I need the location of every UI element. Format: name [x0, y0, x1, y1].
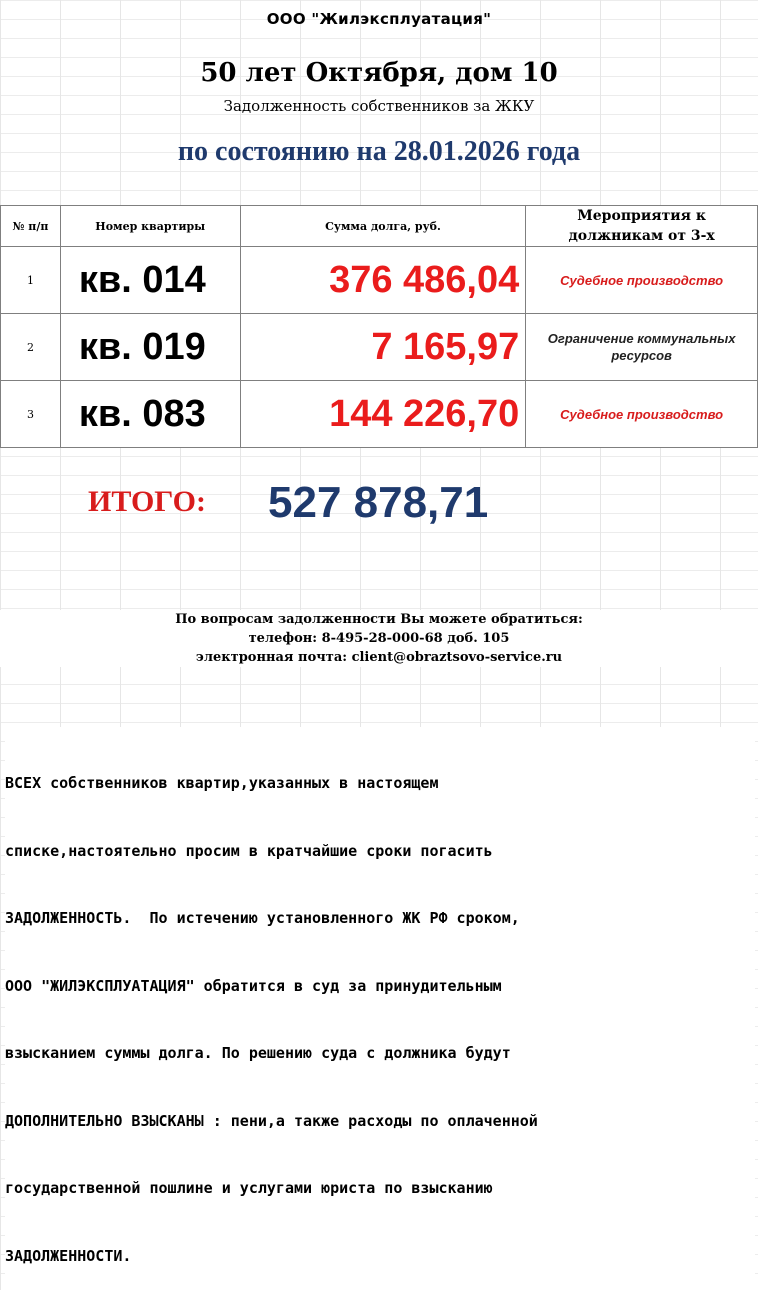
row-number: 3 — [1, 381, 61, 448]
table-row — [1, 381, 758, 448]
as-of-date: по состоянию на 28.01.2026 года — [177, 136, 581, 167]
apartment-number: кв. 083 — [60, 381, 240, 448]
row-number: 2 — [1, 314, 61, 381]
debt-amount: 144 226,70 — [240, 381, 526, 448]
column-header-apartment: Номер квартиры — [60, 206, 240, 247]
column-header-actions-line2: должникам от 3-х — [568, 228, 715, 244]
building-address: 50 лет Октября, дом 10 — [200, 58, 558, 88]
column-header-actions-line1: Мероприятия к — [577, 208, 706, 224]
debt-action: Судебное производство — [526, 247, 758, 314]
debt-action-line2: ресурсов — [611, 348, 672, 363]
debt-notice — [5, 727, 755, 1290]
debt-action-line1: Ограничение коммунальных — [547, 331, 736, 346]
apartment-number: кв. 019 — [60, 314, 240, 381]
apartment-number: кв. 014 — [60, 247, 240, 314]
table-row — [1, 314, 758, 381]
organization-name: ООО "Жилэксплуатация" — [266, 10, 492, 28]
notice-line: ООО "ЖИЛЭКСПЛУАТАЦИЯ" обратится в суд за принудительным — [5, 976, 502, 995]
notice-line: ЗАДОЛЖЕННОСТИ. — [5, 1246, 132, 1265]
contact-info — [0, 610, 758, 667]
column-header-number: № п/п — [1, 206, 61, 247]
contact-email: электронная почта: client@obraztsovo-service.ru — [195, 650, 563, 665]
notice-line: ДОПОЛНИТЕЛЬНО ВЗЫСКАНЫ : пени,а также расходы по оплаченной — [5, 1111, 538, 1130]
debt-amount: 376 486,04 — [240, 247, 526, 314]
column-header-actions — [526, 206, 758, 247]
total-label: ИТОГО: — [88, 485, 206, 518]
debt-action — [526, 314, 758, 381]
document-subtitle: Задолженность собственников за ЖКУ — [223, 97, 535, 115]
total-value: 527 878,71 — [268, 478, 489, 527]
column-header-amount: Сумма долга, руб. — [240, 206, 526, 247]
debt-action: Судебное производство — [526, 381, 758, 448]
debt-table — [0, 205, 758, 448]
table-row — [1, 247, 758, 314]
notice-line: списке,настоятельно просим в кратчайшие сроки погасить — [5, 841, 493, 860]
notice-line: ВСЕХ собственников квартир,указанных в настоящем — [5, 774, 439, 792]
notice-line: взысканием суммы долга. По решению суда с должника будут — [5, 1044, 511, 1062]
row-number: 1 — [1, 247, 61, 314]
notice-line: ЗАДОЛЖЕННОСТЬ. По истечению установленного ЖК РФ сроком, — [5, 909, 520, 927]
contact-intro: По вопросам задолженности Вы можете обратиться: — [175, 612, 583, 627]
notice-line: государственной пошлине и услугами юриста по взысканию — [5, 1179, 493, 1197]
debt-amount: 7 165,97 — [240, 314, 526, 381]
contact-phone: телефон: 8-495-28-000-68 доб. 105 — [248, 631, 510, 646]
table-header-row — [1, 206, 758, 247]
